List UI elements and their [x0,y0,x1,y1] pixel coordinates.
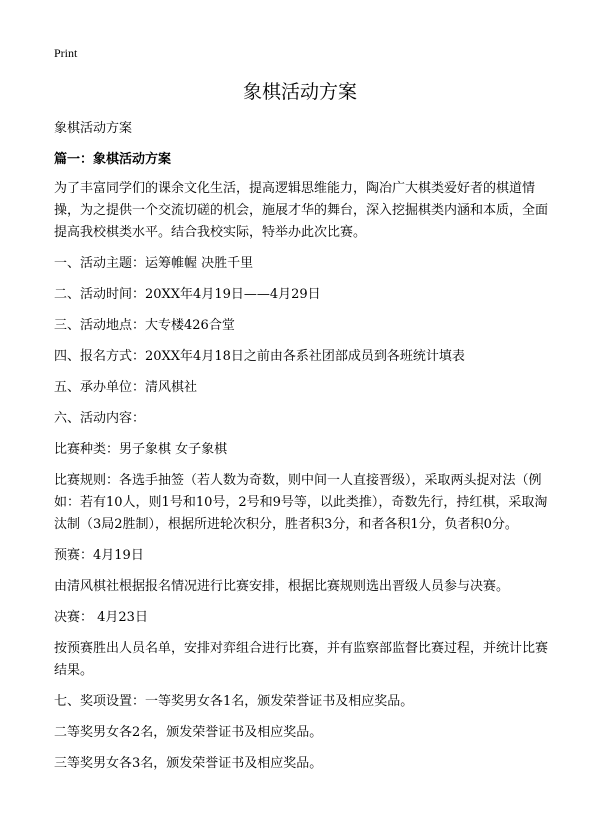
paragraph-awards-third: 三等奖男女各3名，颁发荣誉证书及相应奖品。 [54,756,323,771]
paragraph-content-heading: 六、活动内容： [54,411,146,426]
paragraph-awards-second: 二等奖男女各2名，颁发荣誉证书及相应奖品。 [54,725,323,740]
paragraph-time: 二、活动时间：20XX年4月19日——4月29日 [54,287,321,302]
paragraph-location: 三、活动地点：大专楼426合堂 [54,318,235,333]
intro-line: 象棋活动方案 [54,121,133,136]
section-title: 篇一：象棋活动方案 [54,152,172,167]
paragraph-theme: 一、活动主题：运筹帷幄 决胜千里 [54,256,254,271]
paragraph-intro: 为了丰富同学们的课余文化生活，提高逻辑思维能力，陶冶广大棋类爱好者的棋道情操，为之提供一个交流切磋的机会，施展才华的舞台，深入挖掘棋类内涵和本质，全面提高我校棋类水平。结合我校实际，特举办此次比赛。 [54,181,549,240]
paragraph-categories: 比赛种类：男子象棋 女子象棋 [54,442,228,457]
document-title: 象棋活动方案 [242,81,357,103]
paragraph-awards-first: 七、奖项设置：一等奖男女各1名，颁发荣誉证书及相应奖品。 [54,694,414,709]
paragraph-prelim-date: 预赛：4月19日 [54,548,144,563]
paragraph-organizer: 五、承办单位：清风棋社 [54,380,198,395]
paragraph-registration: 四、报名方式：20XX年4月18日之前由各系社团部成员到各班统计填表 [54,349,465,364]
paragraph-prelim-desc: 由清风棋社根据报名情况进行比赛安排，根据比赛规则选出晋级人员参与决赛。 [54,579,510,594]
paragraph-final-desc: 按预赛胜出人员名单，安排对弈组合进行比赛，并有监察部监督比赛过程，并统计比赛结果。 [54,641,549,678]
paragraph-final-date: 决赛： 4月23日 [54,610,148,625]
print-label: Print [54,46,78,60]
paragraph-rules: 比赛规则：各选手抽签（若人数为奇数，则中间一人直接晋级），采取两头捉对法（例如：若有10人，则1号和10号，2号和9号等，以此类推），奇数先行，持红棋，采取淘汰制（3局2胜制），根据所进轮次积分，胜者积3分，和者各积1分，负者积0分。 [54,473,548,532]
document-body [54,118,550,784]
